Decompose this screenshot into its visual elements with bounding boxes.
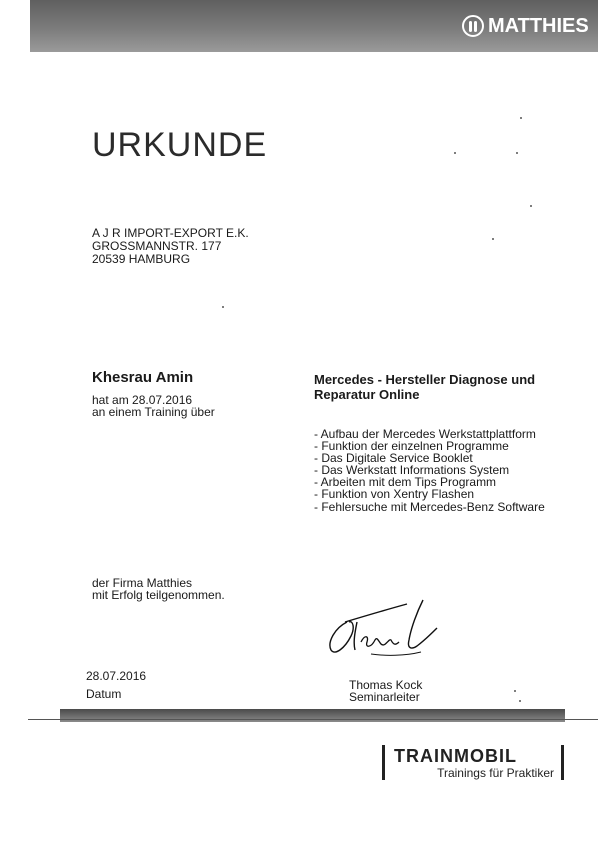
scan-speck <box>519 700 521 702</box>
scan-speck <box>530 205 532 207</box>
topic-item: - Arbeiten mit dem Tips Programm <box>314 475 497 490</box>
matthies-logo <box>462 13 589 39</box>
signature <box>325 598 440 660</box>
topic-item: - Das Digitale Service Booklet <box>314 451 473 466</box>
scan-speck <box>454 152 456 154</box>
scan-speck <box>516 152 518 154</box>
scan-speck <box>514 690 516 692</box>
topic-item: - Funktion von Xentry Flashen <box>314 487 475 502</box>
attended-training-line: an einem Training über <box>92 405 215 419</box>
brand-name: MATTHIES <box>488 14 589 37</box>
issue-date: 28.07.2016 <box>86 669 147 683</box>
trainmobil-brand: TRAINMOBIL <box>394 746 517 766</box>
closing-success-line: mit Erfolg teilgenommen. <box>92 588 225 602</box>
address-line-company: A J R IMPORT-EXPORT E.K. <box>92 226 249 240</box>
certificate-title: URKUNDE <box>92 126 268 164</box>
attended-date-line: hat am 28.07.2016 <box>92 393 193 407</box>
scan-speck <box>520 117 522 119</box>
signer-name: Thomas Kock <box>349 678 423 692</box>
signer-role: Seminarleiter <box>349 690 420 704</box>
topic-item: - Funktion der einzelnen Programme <box>314 439 509 454</box>
footer-divider <box>28 719 598 720</box>
date-label: Datum <box>86 687 122 701</box>
header-bar <box>30 0 598 52</box>
matthies-logo-icon <box>462 15 484 37</box>
logo-bracket-left <box>382 745 385 780</box>
scan-speck <box>492 238 494 240</box>
trainmobil-logo <box>382 745 564 780</box>
participant-name: Khesrau Amin <box>92 369 194 386</box>
course-title: Mercedes - Hersteller Diagnose und Reparatur Online <box>314 372 536 402</box>
logo-bracket-right <box>561 745 564 780</box>
footer-bar <box>60 709 565 722</box>
address-line-city: 20539 HAMBURG <box>92 252 191 266</box>
closing-company-line: der Firma Matthies <box>92 576 193 590</box>
address-line-street: GROSSMANNSTR. 177 <box>92 239 222 253</box>
topic-item: - Fehlersuche mit Mercedes-Benz Software <box>314 499 545 514</box>
scan-speck <box>222 306 224 308</box>
topic-item: - Aufbau der Mercedes Werkstattplattform <box>314 427 536 441</box>
trainmobil-tagline: Trainings für Praktiker <box>437 766 554 780</box>
topic-item: - Das Werkstatt Informations System <box>314 463 510 478</box>
topic-list <box>314 428 545 513</box>
